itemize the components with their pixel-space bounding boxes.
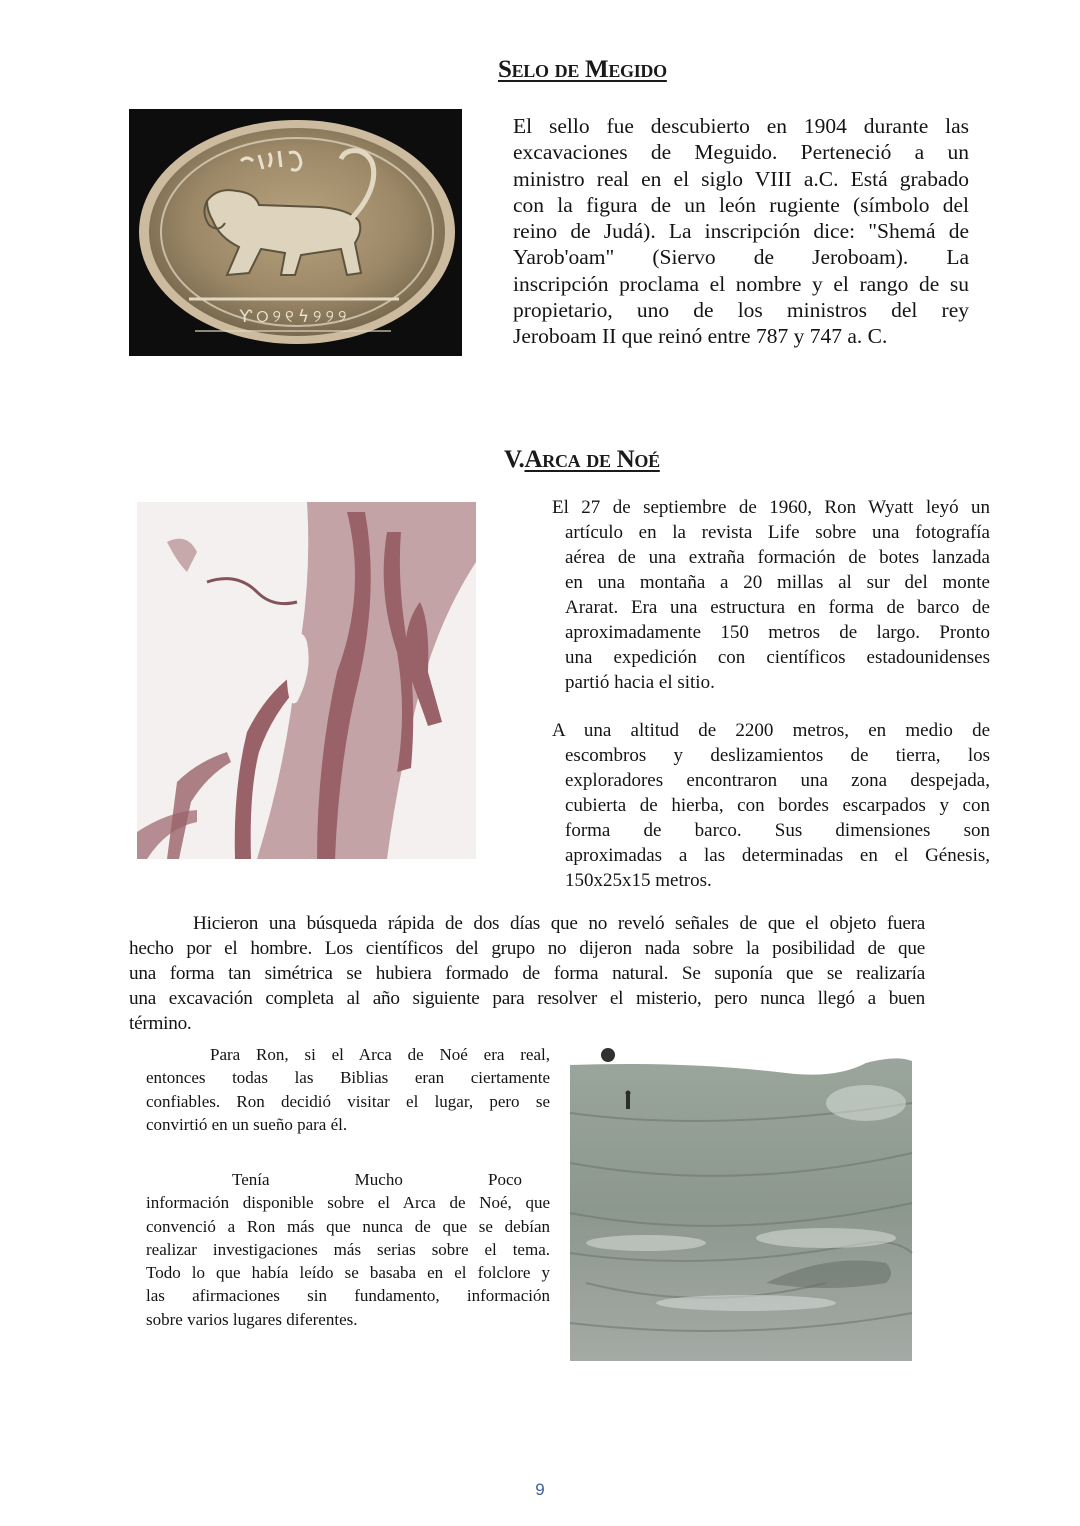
ron-paragraph: [146, 1043, 550, 1136]
seal-of-megiddo-image: [129, 109, 462, 356]
section-number: V.: [504, 446, 525, 473]
text-line: El 27 de septiembre de 1960, Ron Wyatt leyó un: [552, 497, 990, 518]
text-line: A una altitud de 2200 metros, en medio de: [552, 720, 990, 741]
text-line: Todo lo que había leído se basaba en el folclore y: [146, 1263, 550, 1283]
grassy-hill-icon: [566, 1043, 926, 1365]
text-line: excavaciones de Meguido. Perteneció a un: [513, 140, 969, 165]
text-line: Jeroboam II que reinó entre 787 y 747 a. C.: [513, 324, 888, 349]
text-line: las afirmaciones sin fundamento, información: [146, 1286, 550, 1306]
lion-seal-icon: [129, 109, 462, 356]
text-line: Hicieron una búsqueda rápida de dos días que no reveló señales de que el objeto fuera: [193, 913, 925, 934]
ark-site-hill-image: [566, 1043, 926, 1365]
text-line: partió hacia el sitio.: [565, 672, 715, 693]
text-line: convirtió en un sueño para él.: [146, 1114, 348, 1134]
text-line: una expedición con científicos estadounidenses: [565, 647, 990, 668]
text-line: aproximadas a las determinadas en el Génesis,: [565, 845, 990, 866]
text-line: información disponible sobre el Arca de Noé, que: [146, 1193, 550, 1213]
text-line: convenció a Ron más que nunca de que se debían: [146, 1216, 550, 1236]
text-line: cubierta de hierba, con bordes escarpados y con: [565, 795, 990, 816]
text-line: entonces todas las Biblias eran ciertamente: [146, 1068, 550, 1088]
section-heading-arca-de-noe: [504, 446, 660, 474]
arca-paragraph-1: [552, 495, 990, 695]
text-line: ministro real en el siglo VIII a.C. Está grabado: [513, 166, 969, 191]
busqueda-paragraph: [129, 911, 925, 1036]
text-line: 150x25x15 metros.: [565, 870, 712, 891]
text-line: en una montaña a 20 millas al sur del monte: [565, 572, 990, 593]
text-line: Tenía Mucho Poco: [232, 1170, 522, 1189]
text-line: sobre varios lugares diferentes.: [146, 1309, 358, 1329]
text-line: El sello fue descubierto en 1904 durante las: [513, 114, 969, 138]
tenia-paragraph: [146, 1168, 550, 1331]
section-heading-selo-de-megido: Selo de Megido: [498, 56, 667, 83]
text-line: una excavación completa al año siguiente para resolver el misterio, pero nunca llegó a buen: [129, 988, 925, 1009]
arca-paragraph-2: [552, 718, 990, 893]
section-title: Arca de Noé: [524, 446, 660, 473]
selo-description: [513, 113, 969, 350]
text-line: una forma tan simétrica se hubiera formado de forma natural. Se suponía que se realizaría: [129, 963, 925, 984]
text-line: aérea de una extraña formación de botes lanzada: [565, 547, 990, 568]
text-line: aproximadamente 150 metros de largo. Pronto: [565, 622, 990, 643]
text-line: Yarob'oam" (Siervo de Jeroboam). La: [513, 245, 969, 270]
text-line: hecho por el hombre. Los científicos del grupo no dijeron nada sobre la posibilidad de que: [129, 938, 925, 959]
text-line: inscripción proclama el nombre y el rango de su: [513, 271, 969, 296]
page-number: 9: [535, 1480, 545, 1499]
text-line: con la figura de un león rugiente (símbolo del: [513, 192, 969, 217]
aerial-terrain-icon: [137, 502, 476, 859]
text-line: forma de barco. Sus dimensiones son: [565, 820, 990, 841]
text-line: término.: [129, 1013, 192, 1034]
ark-aerial-image: [137, 502, 476, 859]
text-line: propietario, uno de los ministros del rey: [513, 298, 969, 323]
text-line: reino de Judá). La inscripción dice: "Shemá de: [513, 219, 969, 244]
text-line: Ararat. Era una estructura en forma de barco de: [565, 597, 990, 618]
text-line: artículo en la revista Life sobre una fotografía: [565, 522, 990, 543]
svg-text:Ƴ୦୨୧ϟ୨୨୨: Ƴ୦୨୧ϟ୨୨୨: [239, 307, 351, 327]
text-line: confiables. Ron decidió visitar el lugar, pero se: [146, 1091, 550, 1111]
text-line: escombros y deslizamientos de tierra, los: [565, 745, 990, 766]
text-line: exploradores encontraron una zona despejada,: [565, 770, 990, 791]
text-line: realizar investigaciones más serias sobre el tema.: [146, 1239, 550, 1259]
text-line: Para Ron, si el Arca de Noé era real,: [210, 1045, 550, 1064]
